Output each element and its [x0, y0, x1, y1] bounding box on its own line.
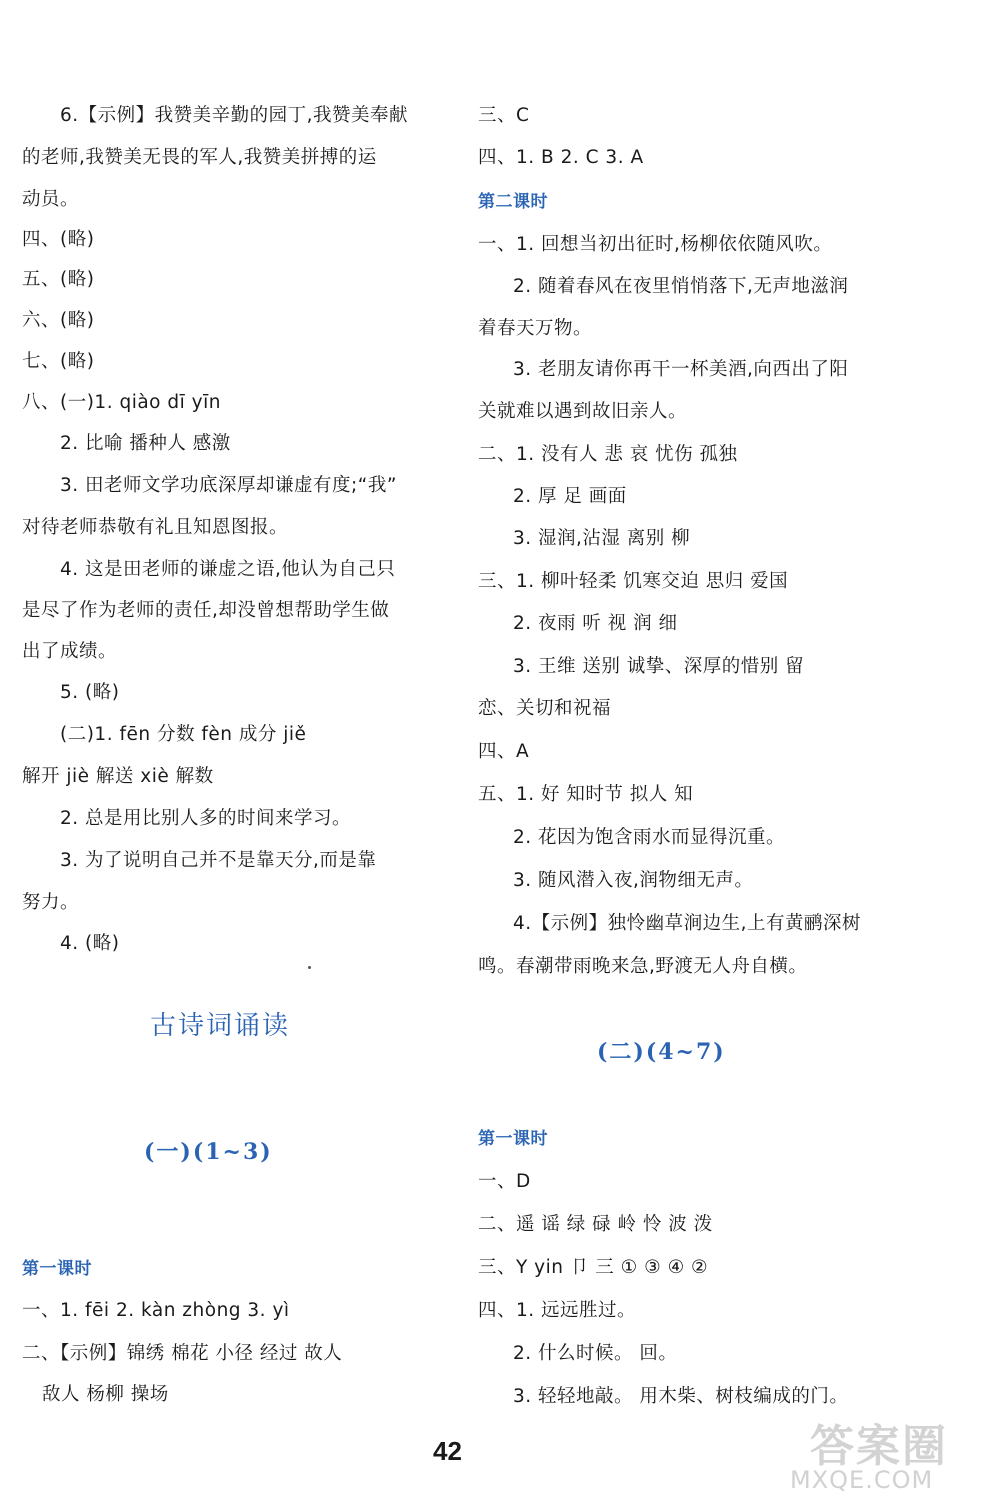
text-line: 一、D: [478, 1171, 531, 1192]
text-line: 4. 这是田老师的谦虚之语,他认为自己只: [60, 559, 396, 580]
watermark-url: MXQE.COM: [790, 1466, 934, 1494]
text-line: 恋、关切和祝福: [478, 698, 612, 719]
text-line: 6.【示例】我赞美辛勤的园丁,我赞美奉献: [60, 105, 409, 126]
text-line: 出了成绩。: [22, 641, 118, 662]
text-line: 3. 老朋友请你再干一杯美酒,向西出了阳: [513, 359, 849, 380]
text-line: 着春天万物。: [478, 318, 593, 339]
text-line: 2. 厚 足 画面: [513, 486, 627, 507]
text-line: 3. 轻轻地敲。 用木柴、树枝编成的门。: [513, 1386, 849, 1407]
text-line: 鸣。春潮带雨晚来急,野渡无人舟自横。: [478, 956, 808, 977]
text-line: 4.【示例】独怜幽草涧边生,上有黄鹂深树: [513, 913, 862, 934]
text-line: 2. 花因为饱含雨水而显得沉重。: [513, 827, 786, 848]
text-line: 2. 随着春风在夜里悄悄落下,无声地滋润: [513, 276, 849, 297]
watermark-text: 答案圈: [810, 1421, 948, 1472]
page-number: 42: [433, 1436, 462, 1466]
text-line: 七、(略): [22, 351, 95, 372]
stray-dot: [308, 966, 311, 969]
text-line: 4. (略): [60, 933, 120, 954]
text-line: 五、1. 好 知时节 拟人 知: [478, 784, 694, 805]
text-line: 2. 什么时候。 回。: [513, 1343, 678, 1364]
text-line: 努力。: [22, 892, 80, 913]
text-line: 2. 夜雨 听 视 润 细: [513, 613, 678, 634]
text-line: 2. 总是用比别人多的时间来学习。: [60, 808, 352, 829]
text-line: 二、1. 没有人 悲 哀 忧伤 孤独: [478, 444, 738, 465]
text-line: 三、Y yin 卩 三 ① ③ ④ ②: [478, 1257, 709, 1278]
text-line: 是尽了作为老师的责任,却没曾想帮助学生做: [22, 600, 390, 621]
text-line: 四、A: [478, 741, 530, 762]
text-line: 二、【示例】锦绣 棉花 小径 经过 故人: [22, 1343, 343, 1364]
text-line: 三、C: [478, 105, 530, 126]
text-line: 3. 湿润,沾湿 离别 柳: [513, 528, 691, 549]
text-line: 的老师,我赞美无畏的军人,我赞美拼搏的运: [22, 147, 377, 168]
text-line: 二、遥 谣 绿 碌 岭 怜 波 泼: [478, 1214, 713, 1235]
text-line: 关就难以遇到故旧亲人。: [478, 401, 688, 422]
text-line: 3. 王维 送别 诚挚、深厚的惜别 留: [513, 656, 805, 677]
text-line: 5. (略): [60, 682, 120, 703]
text-line: 四、1. 远远胜过。: [478, 1300, 637, 1321]
text-line: 四、1. B 2. C 3. A: [478, 147, 644, 168]
section-heading: (二)(4~7): [597, 1039, 726, 1065]
text-line: (二)1. fēn 分数 fèn 成分 jiě: [60, 724, 307, 745]
text-line: 敌人 杨柳 操场: [42, 1384, 169, 1405]
text-line: 一、1. fēi 2. kàn zhòng 3. yì: [22, 1300, 290, 1321]
text-line: 四、(略): [22, 229, 95, 250]
watermark-logo: [790, 1410, 990, 1495]
text-line: 五、(略): [22, 269, 95, 290]
text-line: 三、1. 柳叶轻柔 饥寒交迫 思归 爱国: [478, 571, 789, 592]
text-line: 六、(略): [22, 310, 95, 331]
lesson-label: 第一课时: [22, 1259, 92, 1279]
text-line: 八、(一)1. qiào dī yīn: [22, 392, 221, 413]
lesson-label: 第一课时: [478, 1129, 548, 1149]
section-title: 古诗词诵读: [150, 1011, 291, 1041]
text-line: 对待老师恭敬有礼且知恩图报。: [22, 517, 289, 538]
text-line: 3. 田老师文学功底深厚却谦虚有度;“我”: [60, 475, 397, 496]
text-line: 2. 比喻 播种人 感激: [60, 433, 231, 454]
text-line: 解开 jiè 解送 xiè 解数: [22, 766, 214, 787]
lesson-label: 第二课时: [478, 192, 548, 212]
text-line: 3. 随风潜入夜,润物细无声。: [513, 870, 754, 891]
text-line: 3. 为了说明自己并不是靠天分,而是靠: [60, 850, 377, 871]
text-line: 动员。: [22, 189, 80, 210]
section-heading: (一)(1~3): [144, 1139, 273, 1165]
text-line: 一、1. 回想当初出征时,杨柳依依随风吹。: [478, 234, 833, 255]
